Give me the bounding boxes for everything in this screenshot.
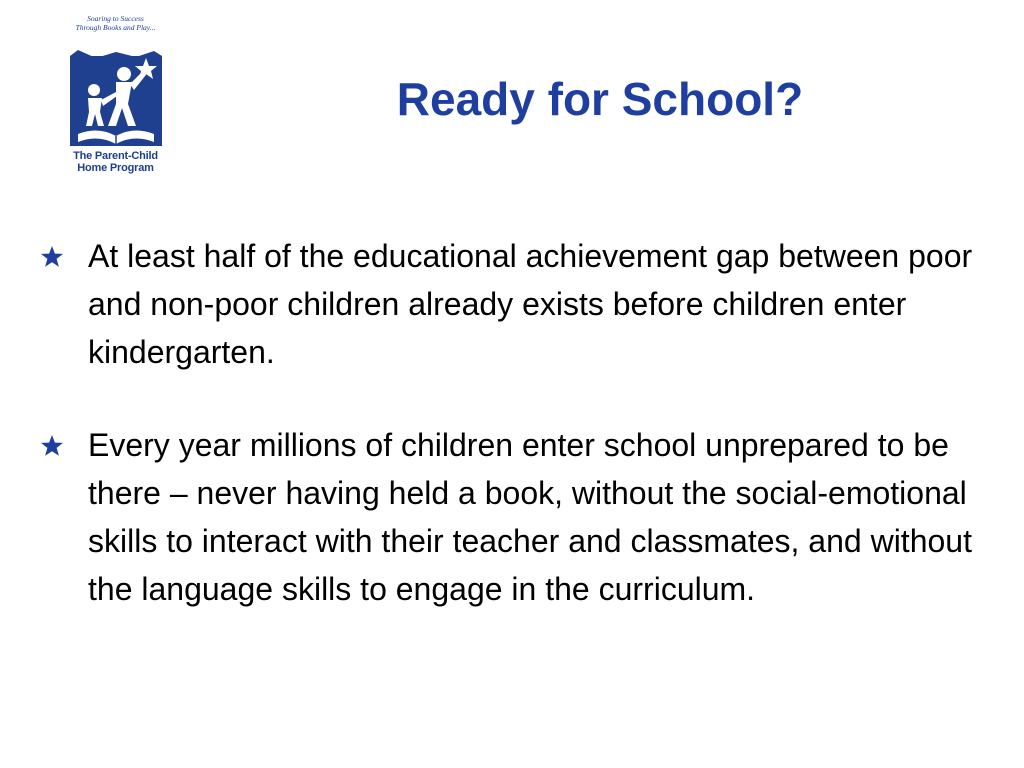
logo-tagline-line-1: Soaring to Success — [87, 14, 144, 23]
logo-name-line-1: The Parent-Child — [73, 150, 158, 162]
logo-name-line-2: Home Program — [77, 162, 154, 174]
star-icon — [40, 434, 64, 458]
program-logo — [58, 14, 173, 176]
logo-tagline-line-2: Through Books and Play... — [75, 23, 156, 32]
parent-child-book-icon — [66, 46, 166, 158]
bullet-item — [40, 232, 995, 376]
logo-tagline — [58, 14, 173, 32]
bullet-item — [40, 421, 995, 613]
logo-program-name — [58, 150, 173, 174]
bullet-text: At least half of the educational achievement gap between poor and non-poor children already exists before children enter kindergarten. — [88, 238, 973, 370]
star-icon — [40, 245, 64, 269]
bullet-text: Every year millions of children enter school unprepared to be there – never having held a book, without the social-emotional skills to interact with their teacher and classmates, and without the language skills to engage in the curriculum. — [88, 427, 972, 607]
bullet-list — [40, 232, 995, 613]
slide-title: Ready for School? — [396, 73, 804, 125]
